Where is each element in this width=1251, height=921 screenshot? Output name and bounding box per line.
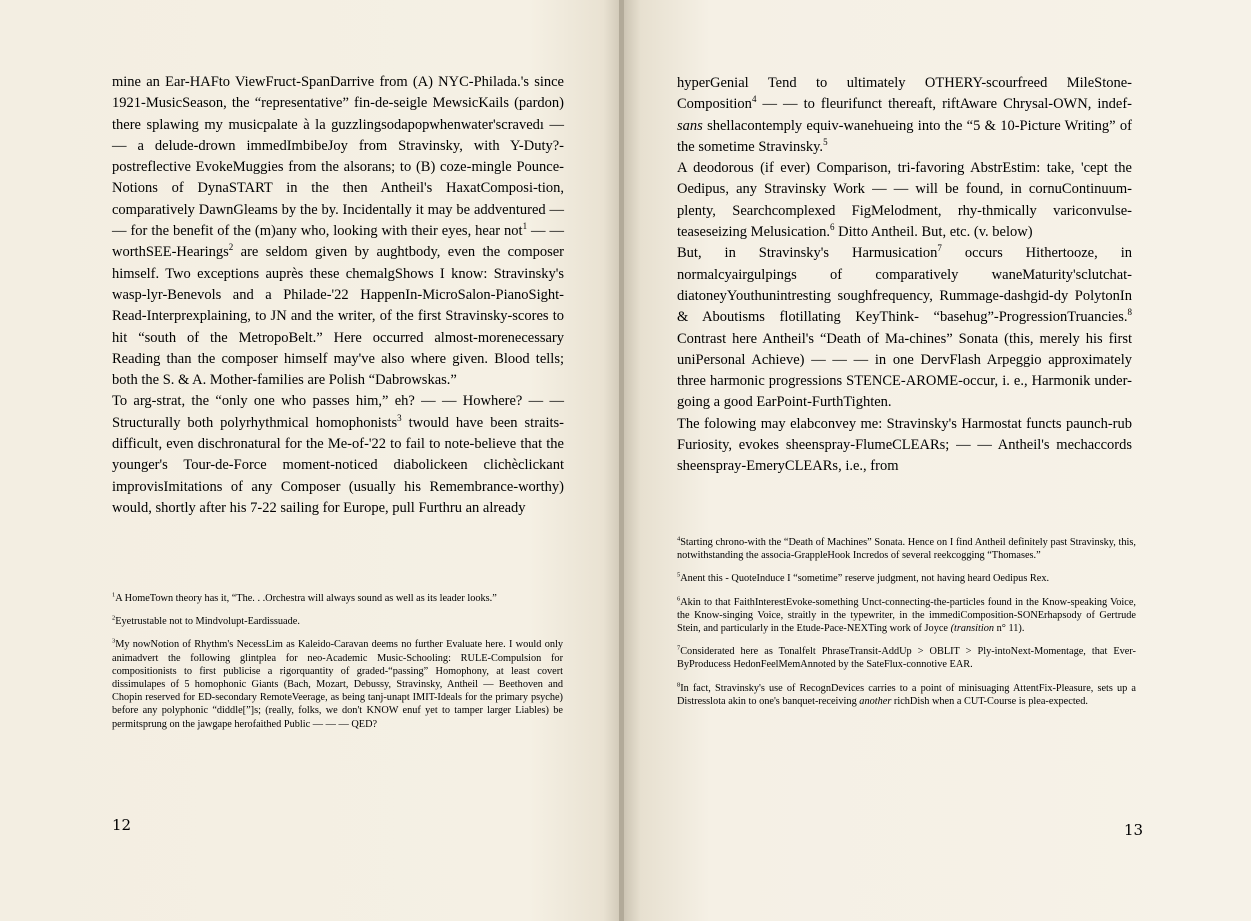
left-footnotes (112, 592, 563, 741)
footnote-ref-5: 5 (823, 137, 828, 148)
book-gutter (619, 0, 624, 921)
footnote-ref-8: 8 (1127, 307, 1132, 318)
right-paragraph-2: A deodorous (if ever) Comparison, tri-favoring AbstrEstim: take, 'cept the Oedipus, any Stravinsky Work — — will be found, in cornuContinuum-plenty, Searchcomplexed FigMelodment, rhy-thmically variconvulse-teaseseizing Melusication.$^6$ Ditto Antheil. But, etc. (v. below) (677, 160, 1132, 241)
footnote-ref-6: 6 (830, 222, 835, 233)
left-paragraph-2: To arg-strat, the “only one who passes him,” eh? — — Howhere? — — Structurally both polyrhythmical homophonists$^3$ twould have been straits-difficult, even dischronatural for the Me-of-'22 to fail to note-believe that the younger's Tour-de-Force moment-noticed diabolickeen clichèclickant improvisImitations of any Composer (usually his Remembrance-worthy) would, shortly after his 7-22 sailing for Europe, pull Furthru an already (112, 393, 564, 516)
footnote-ref-1: 1 (522, 221, 528, 232)
footnote-ref-7: 7 (937, 243, 942, 254)
footnote-2: $^2$Eyetrustable not to Mindvolupt-Eardissuade. (112, 614, 300, 628)
right-paragraph-1: hyperGenial Tend to ultimately OTHERY-scourfreed MileStone-Composition$^4$ — — to fleurifunct thereaft, riftAware Chrysal-OWN, indef-sans shellacontemply equiv-wanehueing into the “5 & 10-Picture Writing” of the sometime Stravinsky.$^5$ (677, 75, 1132, 155)
right-paragraph-3: But, in Stravinsky's Harmusication$^7$ occurs Hithertooze, in normalcyairgulpings of comparatively waneMaturity'sclutchat-diatoneyYouthunintresting soughfrequency, Rummage-dashgid-dy PolytonIn & Aboutisms flotillating KeyThink- “basehug”-ProgressionTruancies.$^8$ Contrast here Antheil's “Death of Ma-chines” Sonata (this, merely his first uniPersonal Achieve) — — — in one DervFlash Arpeggio approximately three harmonic progressions STENCE-AROME-occur, i. e., Harmonik under-going a good EarPoint-FurthTighten. (677, 243, 1132, 411)
footnote-ref-4: 4 (751, 94, 757, 105)
right-paragraph-4: The folowing may elabconvey me: Stravinsky's Harmostat functs paunch-rub Furiosity, evokes sheenspray-FlumeCLEARs; — — Antheil's mechaccords sheenspray-EmeryCLEARs, i.e., from (677, 415, 1132, 475)
footnote-8: $^8$In fact, Stravinsky's use of RecognDevices carries to a point of minisuaging AttentFix-Pleasure, sets up a Distresslota akin to one's banquet-receiving another richDish when a CUT-Course is plea-expected. (677, 681, 1136, 707)
footnote-3: $^3$My nowNotion of Rhythm's NecessLim as Kaleido-Caravan deems no further Evaluate here. I would only animadvert the following glintplea for neo-Academic Music-Schooling: RULE-Compulsion for compositionists to first publicise a rigorquantity of graded-“passing” Homophony, at least covert dissimulapes of 5 homophonic Giants (Bach, Mozart, Debussy, Stravinsky, Antheil — Beethoven and Chopin reserved for ED-secondary RemoteVeerage, as being tanj-unapt IMIT-Ideals for the primary psyche) before any polyphonic “diddle[”]s; (really, folks, we don't KNOW enuf yet to tamper larger Liables) be permitsprung on the jawgape herofaithed Public — — — QED? (112, 637, 563, 730)
page-number-right: 13 (1124, 821, 1144, 839)
left-body-text (112, 72, 564, 519)
left-paragraph-1: mine an Ear-HAFto ViewFruct-SpanDarrive from (A) NYC-Philada.'s since 1921-MusicSeason, the “representative” fin-de-seigle MewsicKails (pardon) there splawing my musicpalate à la guzzlingsodapopwhenwater'scravedı — — a delude-drown immedImbibeJoy from Stravinsky, with Y-Duty?-postreflective EvokeMuggies from the alsorans; to (B) coze-mingle Pounce-Notions of DynaSTART in the then Antheil's HaxatComposi-tion, comparatively DawnGleams by the by. Incidentally it may be addventured — — for the benefit of the (m)any who, looking with their eyes, hear not$^1$ — — worthSEE-Hearings$^2$ are seldom given by aughtbody, even the composer himself. Two exceptions auprès these chemalgShows I know: Stravinsky's wasp-lyr-Benevols and a Philade-'22 HappenIn-MicroSalon-PianoSight-Read-Interprexplaining, to JN and the writer, of the first Stravinsky-scores to hit “south of the MetropoBelt.” Here occurred almost-morenecessary Reading than the composer himself may've also where given. Blood tells; both the S. & A. Mother-families are Polish “Dabrowskas.” (112, 74, 565, 389)
page-number-left: 12 (112, 816, 132, 834)
right-footnotes (677, 536, 1136, 718)
footnote-4: $^4$Starting chrono-with the “Death of Machines” Sonata. Hence on I find Antheil definitely past Stravinsky, this, notwithstanding the associa-GrappleHook Incredos of several reekcogging “Thomases.” (677, 535, 1136, 562)
footnote-7: $^7$Considerated here as Tonalfelt PhraseTransit-AddUp > OBLIT > Ply-intoNext-Momentage, that Ever-ByProducess HedonFeelMemAnnoted by the SateFlux-connotive EAR. (677, 644, 1136, 671)
footnote-6: $^6$Akin to that FaithInterestEvoke-something Unct-connecting-the-particles found in the Know-speaking Voice, the Know-singing Voice, straitly in the typewriter, in the immediComposition-SONErhapsody of Gertrude Stein, and particularly in the Etude-Pace-NEXTing work of Joyce (transition n° 11). (677, 595, 1136, 635)
footnote-5: $^5$Anent this - QuoteInduce I “sometime” reserve judgment, not having heard Oedipus Rex. (677, 571, 1050, 585)
footnote-ref-2: 2 (228, 242, 234, 253)
footnote-1: $^1$A HomeTown theory has it, “The. . .Orchestra will always sound as well as its leader looks.” (112, 591, 497, 604)
right-body-text (677, 73, 1132, 478)
footnote-ref-3: 3 (397, 412, 402, 423)
